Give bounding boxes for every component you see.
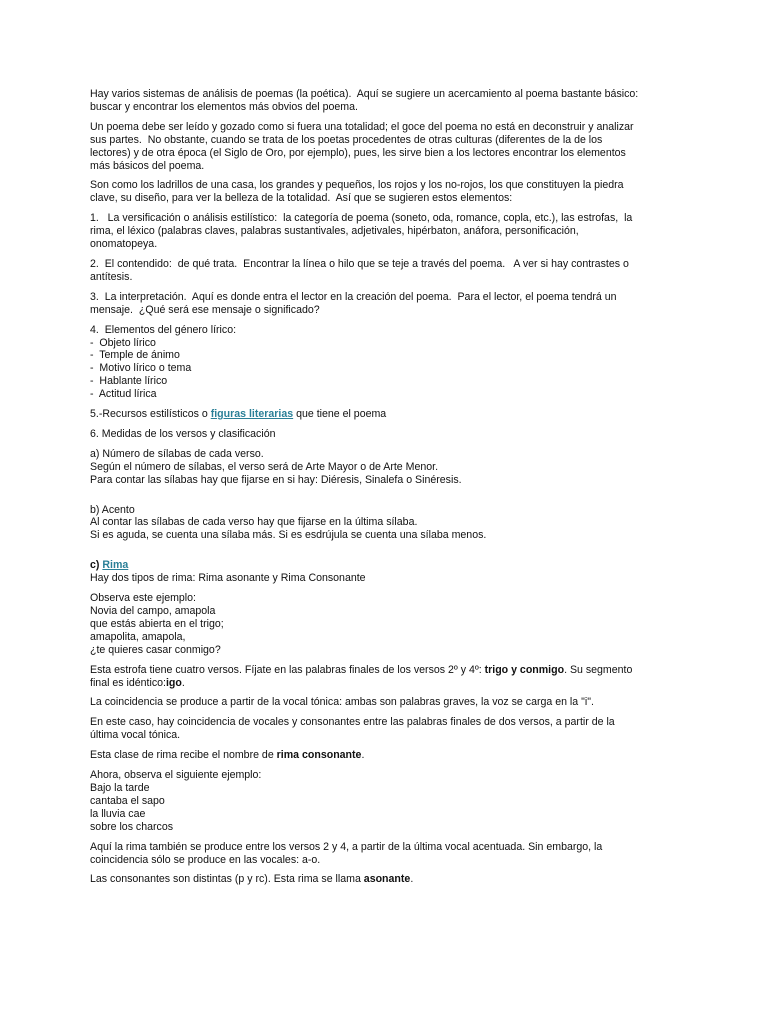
text-line: Al contar las sílabas de cada verso hay que fijarse en la última sílaba. bbox=[90, 516, 418, 529]
text-line bbox=[90, 408, 690, 421]
text-span: c) bbox=[90, 559, 103, 572]
paragraph-strophe bbox=[90, 664, 690, 690]
text-span: Esta clase de rima recibe el nombre de bbox=[90, 749, 277, 762]
text-line: Si es aguda, se cuenta una sílaba más. Si es esdrújula se cuenta una sílaba menos. bbox=[90, 529, 487, 542]
poem-verse: que estás abierta en el trigo; bbox=[90, 617, 224, 630]
text-line: Hay varios sistemas de análisis de poemas (la poética). Aquí se sugiere un acercamiento al poema bastante básico: bbox=[90, 88, 639, 100]
list-item: - Motivo lírico o tema bbox=[90, 362, 192, 375]
text-line: Según el número de sílabas, el verso será de Arte Mayor o de Arte Menor. bbox=[90, 460, 439, 473]
text-line: sus partes. No obstante, cuando se trata de los poetas procedentes de otras culturas (diferentes de la de los bbox=[90, 133, 603, 146]
paragraph-intro bbox=[90, 88, 690, 114]
paragraph-item-1 bbox=[90, 212, 690, 251]
text-line: mensaje. ¿Qué será ese mensaje o significado? bbox=[90, 303, 320, 316]
text-line: 3. La interpretación. Aquí es donde entra el lector en la creación del poema. Para el lector, el poema tendrá un bbox=[90, 290, 617, 303]
text-span: . Su segmento bbox=[564, 663, 633, 676]
text-span: asonante bbox=[363, 873, 411, 886]
text-span: . bbox=[361, 749, 365, 762]
poem-verse: Novia del campo, amapola bbox=[90, 605, 216, 617]
text-line: b) Acento bbox=[90, 503, 135, 516]
text-line bbox=[90, 873, 690, 886]
list-item: - Temple de ánimo bbox=[90, 349, 180, 362]
text-line bbox=[90, 559, 690, 572]
paragraph-item-6 bbox=[90, 428, 690, 441]
list-item: - Actitud lírica bbox=[90, 388, 157, 401]
text-line: Hay dos tipos de rima: Rima asonante y Rima Consonante bbox=[90, 572, 366, 585]
text-span: . bbox=[410, 873, 414, 886]
text-span: igo bbox=[165, 676, 182, 689]
poem-verse: la lluvia cae bbox=[90, 807, 146, 820]
text-line: onomatopeya. bbox=[90, 238, 158, 251]
text-line: antítesis. bbox=[90, 270, 133, 283]
text-line: 6. Medidas de los versos y clasificación bbox=[90, 427, 276, 440]
text-line: última vocal tónica. bbox=[90, 729, 181, 742]
text-line: buscar y encontrar los elementos más obvios del poema. bbox=[90, 100, 358, 113]
text-span: trigo y conmigo bbox=[484, 663, 565, 676]
text-line: lectores) y de otra época (el Siglo de Oro, por ejemplo), pues, les sirve bien a los lectores encontrar los elementos bbox=[90, 146, 626, 159]
poem-verse: ¿te quieres casar conmigo? bbox=[90, 643, 221, 656]
paragraph-example-2 bbox=[90, 769, 690, 834]
paragraph-consonante bbox=[90, 749, 690, 762]
text-span: final es idéntico: bbox=[90, 676, 166, 689]
spacer bbox=[90, 494, 690, 504]
text-line: En este caso, hay coincidencia de vocales y consonantes entre las palabras finales de dos versos, a partir de la bbox=[90, 716, 615, 729]
list-item: - Hablante lírico bbox=[90, 375, 168, 388]
poem-verse: amapolita, amapola, bbox=[90, 630, 186, 643]
text-line: Son como los ladrillos de una casa, los grandes y pequeños, los rojos y los no-rojos, los que constituyen la piedra bbox=[90, 179, 624, 192]
paragraph-item-5 bbox=[90, 408, 690, 421]
text-line: La coincidencia se produce a partir de la vocal tónica: ambas son palabras graves, la voz se carga en la "i". bbox=[90, 696, 594, 709]
text-span: . bbox=[181, 676, 185, 689]
text-line: 4. Elementos del género lírico: bbox=[90, 323, 237, 336]
list-item: - Objeto lírico bbox=[90, 336, 156, 349]
paragraph-case bbox=[90, 716, 690, 742]
poem-verse: Bajo la tarde bbox=[90, 781, 150, 794]
text-line: Aquí la rima también se produce entre los versos 2 y 4, a partir de la última vocal acentuada. Sin embargo, la bbox=[90, 840, 603, 853]
paragraph-accent bbox=[90, 504, 690, 543]
text-line: clave, su diseño, para ver la belleza de la totalidad. Así que se sugieren estos elementos: bbox=[90, 192, 513, 205]
poem-verse: sobre los charcos bbox=[90, 820, 174, 833]
text-span: Esta estrofa tiene cuatro versos. Fíjate en las palabras finales de los versos 2º y 4º: bbox=[90, 663, 485, 676]
text-line: coincidencia sólo se produce en las vocales: a-o. bbox=[90, 853, 321, 866]
text-line bbox=[90, 749, 690, 762]
spacer bbox=[90, 549, 690, 559]
text-line: rima, el léxico (palabras claves, palabras sustantivales, adjetivales, hipérbaton, anáfora, personificación, bbox=[90, 225, 579, 238]
document-page bbox=[90, 88, 690, 893]
text-line: Observa este ejemplo: bbox=[90, 592, 196, 605]
paragraph-bricks bbox=[90, 179, 690, 205]
paragraph-asonante bbox=[90, 873, 690, 886]
text-line bbox=[90, 664, 690, 677]
text-span: que tiene el poema bbox=[293, 408, 387, 421]
paragraph-rima-explanation bbox=[90, 841, 690, 867]
text-span: 5.-Recursos estilísticos o bbox=[90, 408, 211, 421]
paragraph-item-4 bbox=[90, 324, 690, 401]
paragraph-rima bbox=[90, 559, 690, 585]
text-line: a) Número de sílabas de cada verso. bbox=[90, 447, 264, 460]
rima-link[interactable]: Rima bbox=[102, 559, 129, 572]
text-line: 1. La versificación o análisis estilístico: la categoría de poema (soneto, oda, romance, copla, etc.), las estrofas, la bbox=[90, 212, 633, 225]
paragraph-syllables bbox=[90, 448, 690, 487]
text-line: más básicos del poema. bbox=[90, 159, 205, 172]
paragraph-item-2 bbox=[90, 258, 690, 284]
text-span: rima consonante bbox=[276, 749, 362, 762]
poem-verse: cantaba el sapo bbox=[90, 794, 165, 807]
text-line: Ahora, observa el siguiente ejemplo: bbox=[90, 769, 262, 782]
text-span: Las consonantes son distintas (p y rc). Esta rima se llama bbox=[90, 873, 364, 886]
figuras-literarias-link[interactable]: figuras literarias bbox=[210, 408, 294, 421]
paragraph-example-1 bbox=[90, 592, 690, 657]
paragraph-item-3 bbox=[90, 291, 690, 317]
text-line: Un poema debe ser leído y gozado como si fuera una totalidad; el goce del poema no está en deconstruir y analizar bbox=[90, 120, 634, 133]
paragraph-totality bbox=[90, 121, 690, 173]
paragraph-coincidence bbox=[90, 696, 690, 709]
text-line: 2. El contendido: de qué trata. Encontrar la línea o hilo que se teje a través del poema. A ver si hay contrastes o bbox=[90, 257, 629, 270]
text-line: Para contar las sílabas hay que fijarse en si hay: Diéresis, Sinalefa o Sinéresis. bbox=[90, 473, 462, 486]
text-line bbox=[90, 677, 690, 690]
